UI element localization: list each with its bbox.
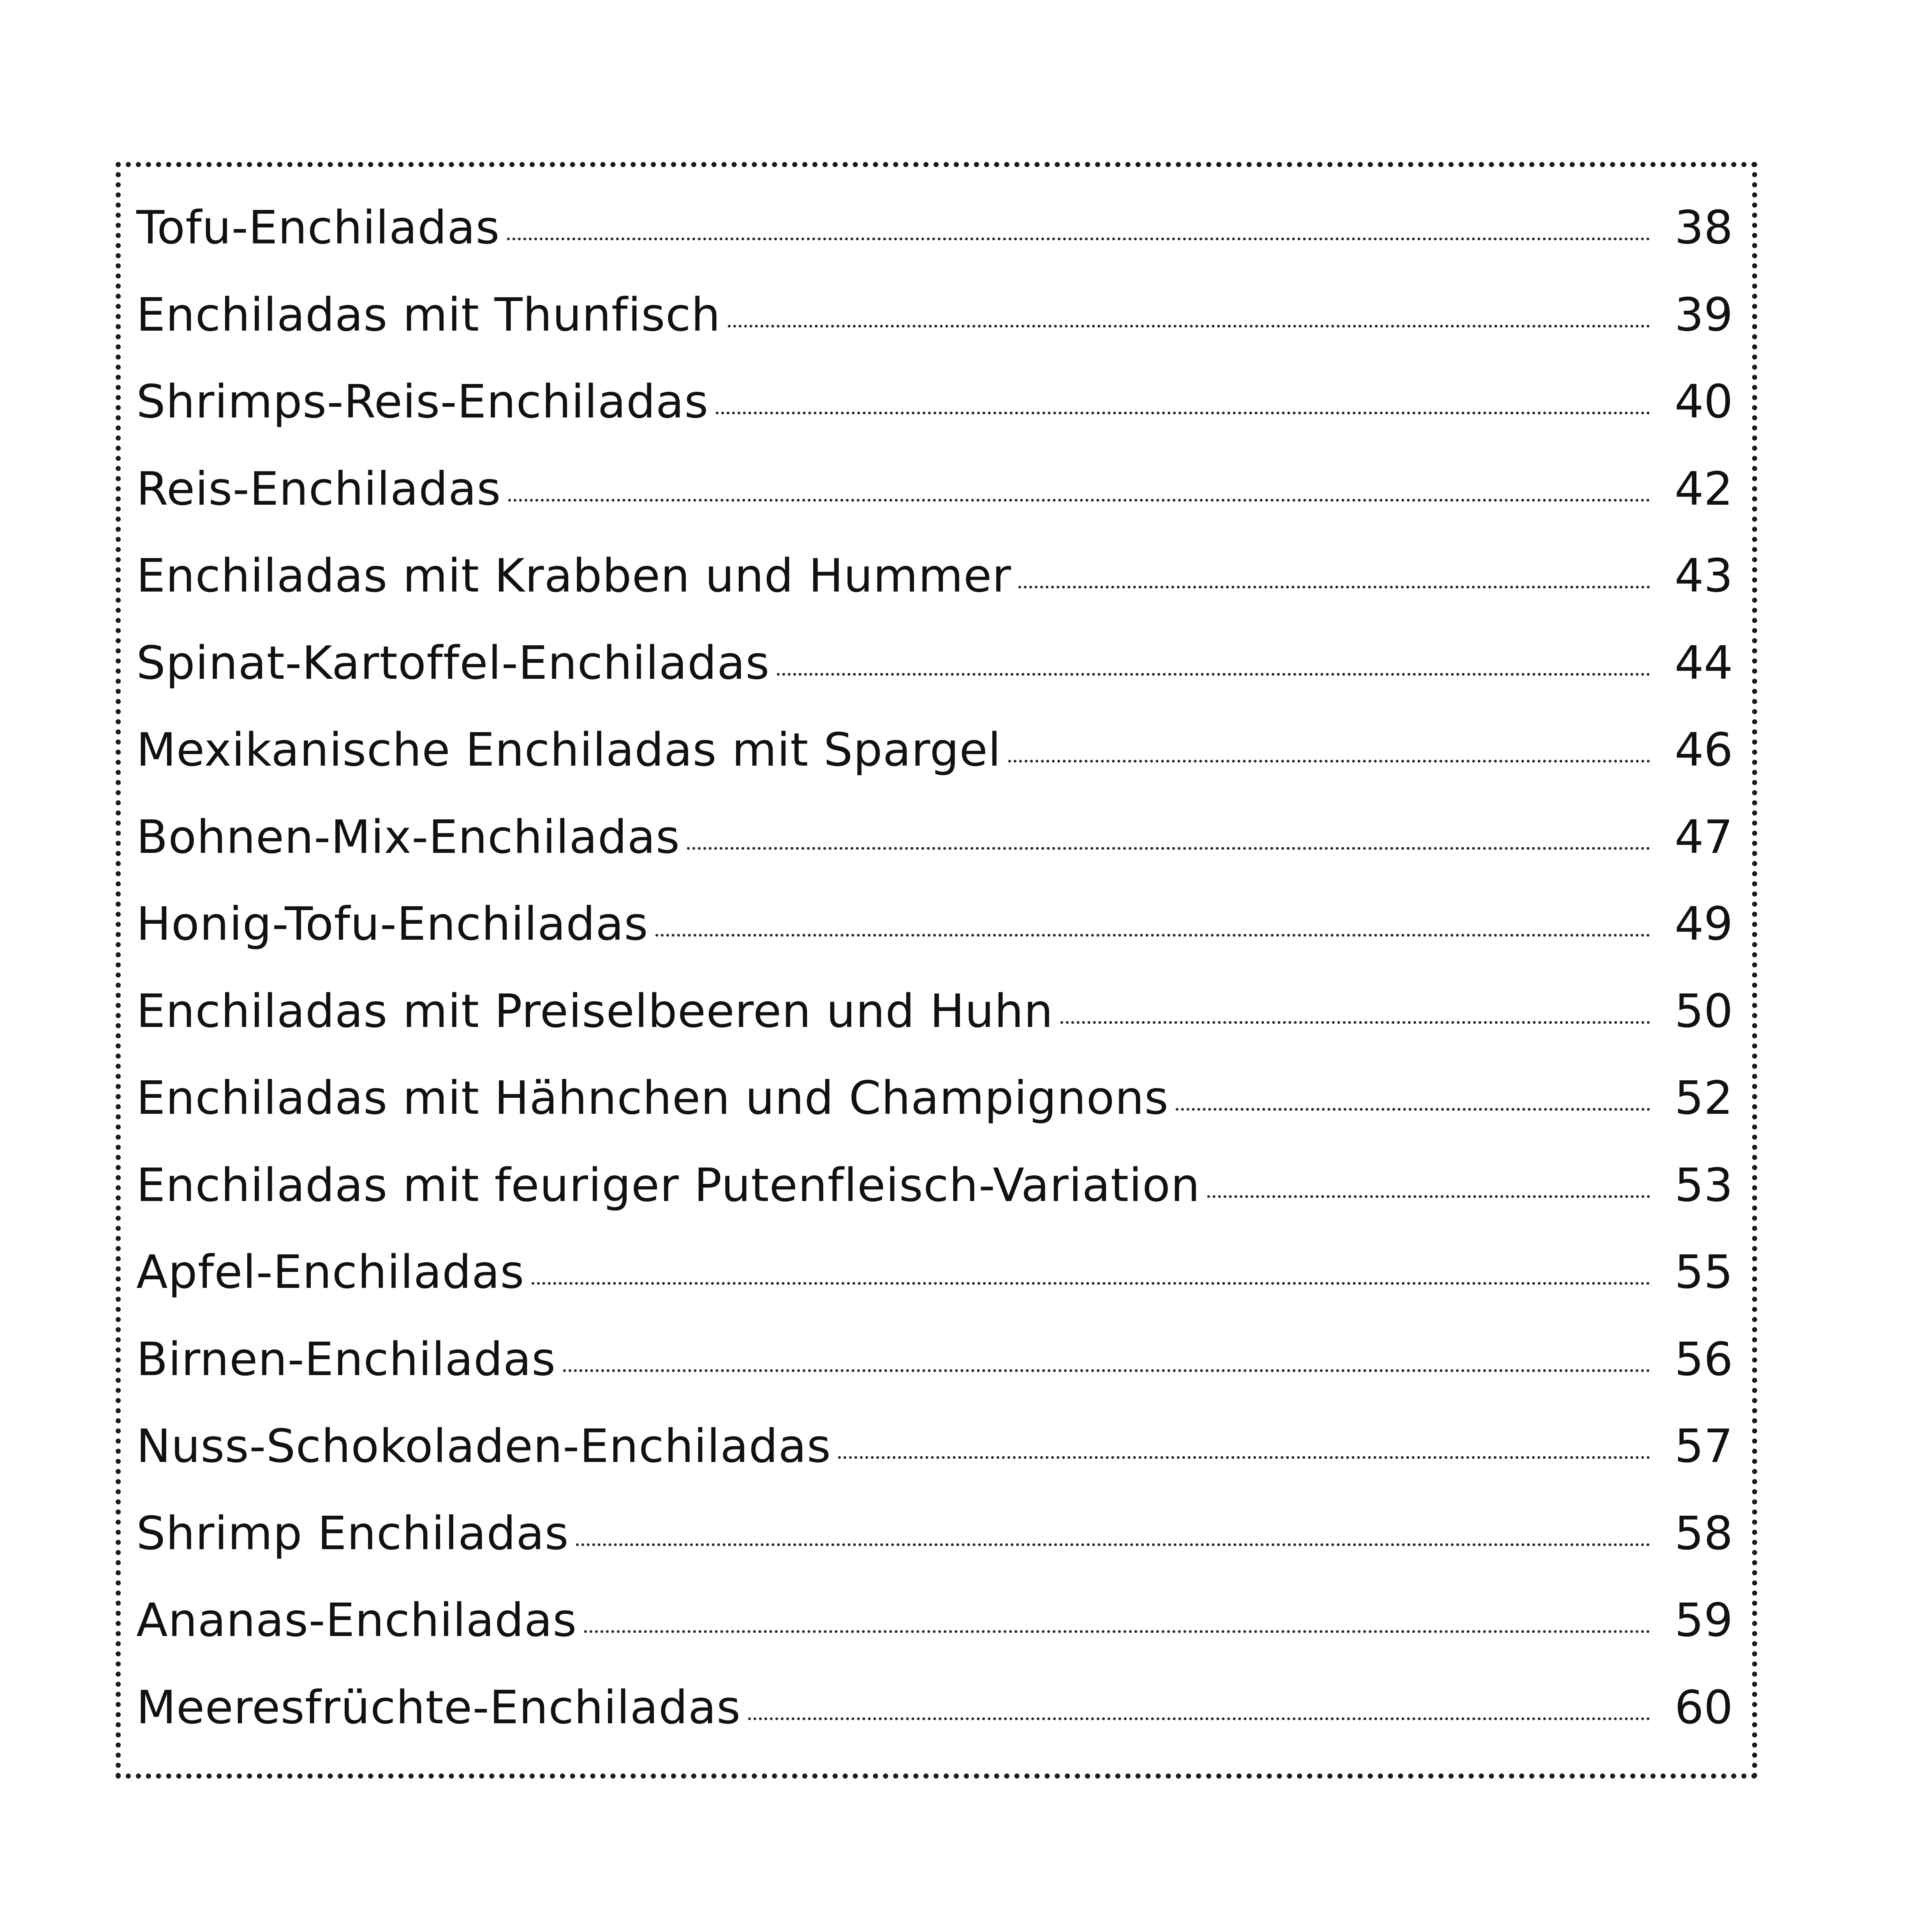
toc-entry-page: 40 — [1674, 375, 1733, 428]
toc-dot-leader — [508, 499, 1650, 502]
toc-entry[interactable] — [136, 1664, 1733, 1751]
toc-dot-leader — [777, 673, 1650, 676]
toc-dot-leader — [507, 238, 1650, 240]
toc-entry-title: Mexikanische Enchiladas mit Spargel — [136, 723, 1001, 777]
toc-dot-leader — [532, 1282, 1650, 1285]
toc-dot-leader — [563, 1369, 1650, 1372]
toc-entry[interactable] — [136, 620, 1733, 707]
toc-dot-leader — [1176, 1108, 1650, 1111]
toc-entry[interactable] — [136, 1490, 1733, 1577]
toc-entry-title: Nuss-Schokoladen-Enchiladas — [136, 1419, 831, 1473]
toc-entry[interactable] — [136, 1577, 1733, 1664]
toc-entry-page: 43 — [1674, 549, 1733, 602]
toc-entry-page: 42 — [1674, 461, 1733, 516]
toc-entry-page: 59 — [1674, 1593, 1733, 1647]
toc-entry[interactable] — [136, 184, 1733, 271]
toc-dot-leader — [1018, 586, 1650, 588]
toc-entry[interactable] — [136, 532, 1733, 620]
toc-entry-title: Enchiladas mit feuriger Putenfleisch-Variation — [136, 1158, 1200, 1212]
toc-entry-title: Ananas-Enchiladas — [136, 1593, 577, 1647]
toc-entry-title: Shrimp Enchiladas — [136, 1506, 569, 1560]
toc-entry-page: 56 — [1674, 1332, 1733, 1386]
toc-entry-title: Shrimps-Reis-Enchiladas — [136, 375, 709, 428]
toc-entry-page: 58 — [1674, 1506, 1733, 1560]
toc-entry[interactable] — [136, 358, 1733, 446]
toc-entry[interactable] — [136, 794, 1733, 881]
toc-dot-leader — [584, 1630, 1650, 1633]
toc-entry-page: 39 — [1674, 287, 1733, 342]
toc-entry-title: Apfel-Enchiladas — [136, 1245, 525, 1299]
toc-dot-leader — [728, 325, 1650, 328]
toc-entry-page: 57 — [1674, 1419, 1733, 1473]
toc-entry-page: 38 — [1674, 201, 1733, 254]
toc-dot-leader — [1060, 1021, 1650, 1024]
toc-entry[interactable] — [136, 706, 1733, 794]
toc-entry-title: Bohnen-Mix-Enchiladas — [136, 810, 680, 864]
toc-entry[interactable] — [136, 1229, 1733, 1316]
toc-entry-title: Birnen-Enchiladas — [136, 1332, 556, 1386]
toc-dot-leader — [1008, 760, 1650, 763]
toc-entry-page: 49 — [1674, 897, 1733, 951]
toc-entry-page: 53 — [1674, 1158, 1733, 1212]
toc-entry[interactable] — [136, 1055, 1733, 1142]
table-of-contents — [136, 184, 1733, 1751]
toc-entry-page: 47 — [1674, 810, 1733, 864]
toc-dot-leader — [687, 847, 1650, 850]
toc-entry-title: Reis-Enchiladas — [136, 461, 501, 516]
toc-entry[interactable] — [136, 968, 1733, 1055]
toc-dot-leader — [1207, 1195, 1650, 1198]
toc-entry-page: 44 — [1674, 636, 1733, 690]
toc-entry-title: Meeresfrüchte-Enchiladas — [136, 1680, 741, 1734]
toc-entry-title: Honig-Tofu-Enchiladas — [136, 897, 648, 951]
toc-dot-leader — [716, 412, 1650, 414]
toc-entry-page: 55 — [1674, 1245, 1733, 1299]
toc-entry-page: 50 — [1674, 984, 1733, 1038]
toc-entry-page: 52 — [1674, 1071, 1733, 1125]
toc-dot-leader — [655, 934, 1650, 937]
toc-dot-leader — [838, 1456, 1650, 1459]
toc-entry-title: Enchiladas mit Krabben und Hummer — [136, 549, 1011, 602]
toc-dot-leader — [576, 1543, 1650, 1546]
toc-entry[interactable] — [136, 1403, 1733, 1490]
toc-entry-title: Spinat-Kartoffel-Enchiladas — [136, 636, 770, 690]
toc-entry[interactable] — [136, 881, 1733, 968]
toc-entry[interactable] — [136, 1316, 1733, 1403]
toc-entry-page: 60 — [1674, 1680, 1733, 1734]
toc-entry[interactable] — [136, 271, 1733, 359]
toc-entry[interactable] — [136, 1142, 1733, 1229]
toc-entry-title: Enchiladas mit Hähnchen und Champignons — [136, 1071, 1169, 1125]
toc-entry-title: Enchiladas mit Preiselbeeren und Huhn — [136, 984, 1053, 1038]
toc-entry-page: 46 — [1674, 723, 1733, 777]
toc-entry-title: Enchiladas mit Thunfisch — [136, 287, 721, 342]
toc-entry[interactable] — [136, 446, 1733, 533]
toc-dot-leader — [748, 1717, 1650, 1720]
toc-entry-title: Tofu-Enchiladas — [136, 201, 500, 254]
